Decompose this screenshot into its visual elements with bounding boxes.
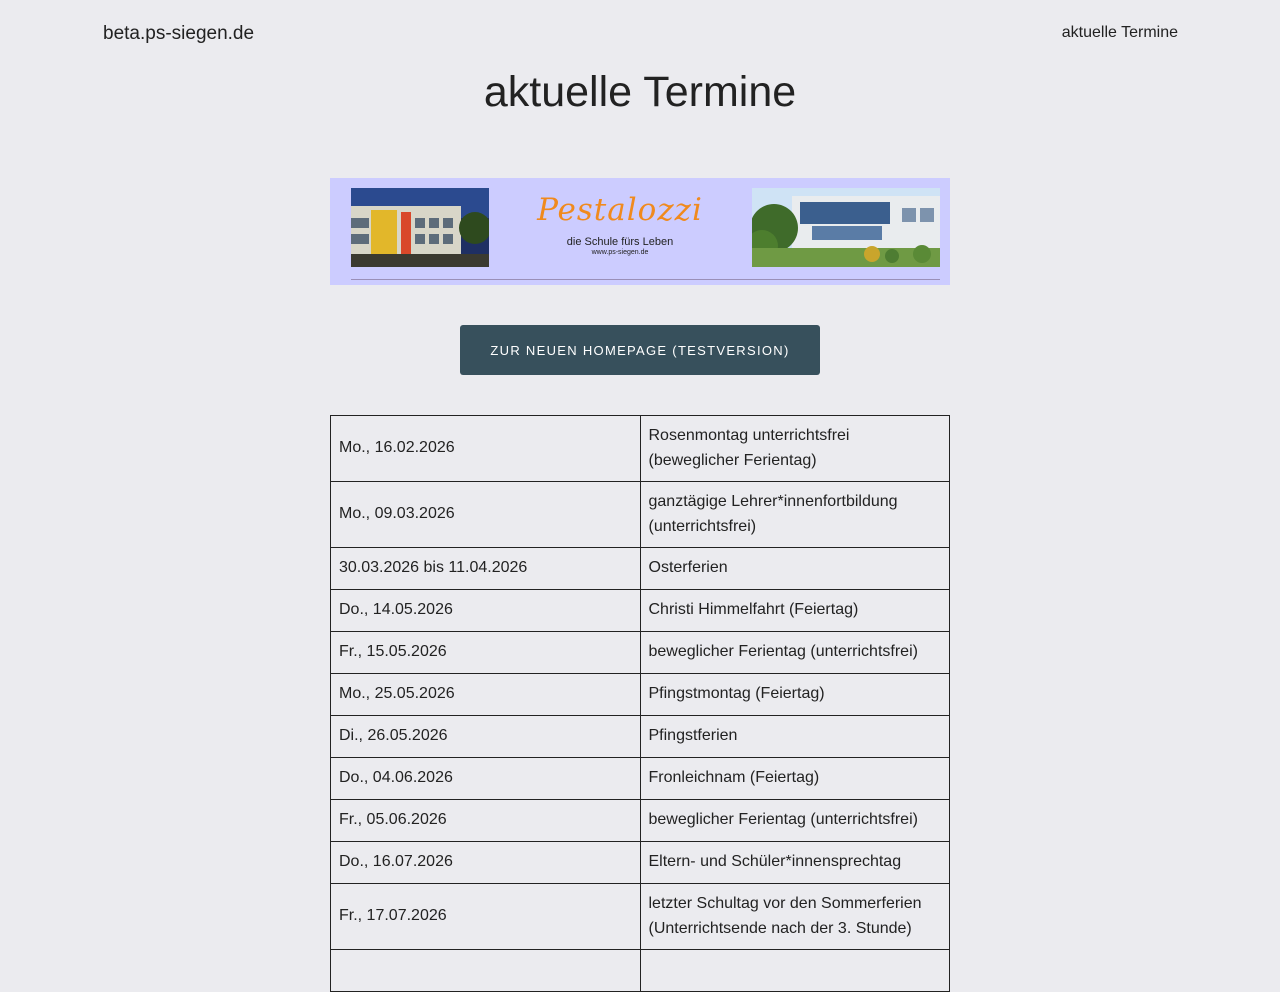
pestalozzi-logo: Pestalozzi [537,192,703,228]
banner-url: www.ps-siegen.de [591,249,649,256]
date-cell: Do., 04.06.2026 [331,758,641,800]
school-banner [330,178,950,285]
date-cell: Do., 14.05.2026 [331,590,641,632]
date-cell: Mo., 25.05.2026 [331,674,641,716]
date-cell: Mo., 16.02.2026 [331,416,641,482]
date-cell: Fr., 05.06.2026 [331,800,641,842]
event-cell: ganztägige Lehrer*innenfortbildung (unterrichtsfrei) [640,482,950,548]
table-row [331,482,950,548]
table-row [331,716,950,758]
table-row [331,416,950,482]
table-row [331,632,950,674]
event-cell: beweglicher Ferientag (unterrichtsfrei) [640,800,950,842]
nav-link-aktuelle-termine[interactable]: aktuelle Termine [1061,24,1178,41]
event-cell: letzter Schultag vor den Sommerferien (Unterrichtsende nach der 3. Stunde) [640,884,950,950]
event-cell: Eltern- und Schüler*innensprechtag [640,842,950,884]
event-cell: Fronleichnam (Feiertag) [640,758,950,800]
table-row [331,800,950,842]
date-cell [331,950,641,992]
date-cell: Mo., 09.03.2026 [331,482,641,548]
banner-tagline: die Schule fürs Leben [566,236,674,248]
school-building-photo-right [752,188,940,267]
table-row [331,884,950,950]
termine-table [330,415,950,992]
event-cell [640,950,950,992]
date-cell: Di., 26.05.2026 [331,716,641,758]
event-cell: Osterferien [640,548,950,590]
table-row [331,950,950,992]
event-cell: Rosenmontag unterrichtsfrei (beweglicher Ferientag) [640,416,950,482]
date-cell: 30.03.2026 bis 11.04.2026 [331,548,641,590]
table-row [331,674,950,716]
date-cell: Fr., 15.05.2026 [331,632,641,674]
banner-divider [351,279,940,280]
event-cell: Christi Himmelfahrt (Feiertag) [640,590,950,632]
school-building-photo-left [351,188,489,267]
table-row [331,548,950,590]
table-row [331,842,950,884]
event-cell: beweglicher Ferientag (unterrichtsfrei) [640,632,950,674]
date-cell: Do., 16.07.2026 [331,842,641,884]
event-cell: Pfingstmontag (Feiertag) [640,674,950,716]
table-row [331,758,950,800]
date-cell: Fr., 17.07.2026 [331,884,641,950]
page-title: aktuelle Termine [483,68,797,116]
table-row [331,590,950,632]
event-cell: Pfingstferien [640,716,950,758]
site-title-link[interactable]: beta.ps-siegen.de [103,23,255,44]
new-homepage-button[interactable]: ZUR NEUEN HOMEPAGE (TESTVERSION) [460,325,820,375]
